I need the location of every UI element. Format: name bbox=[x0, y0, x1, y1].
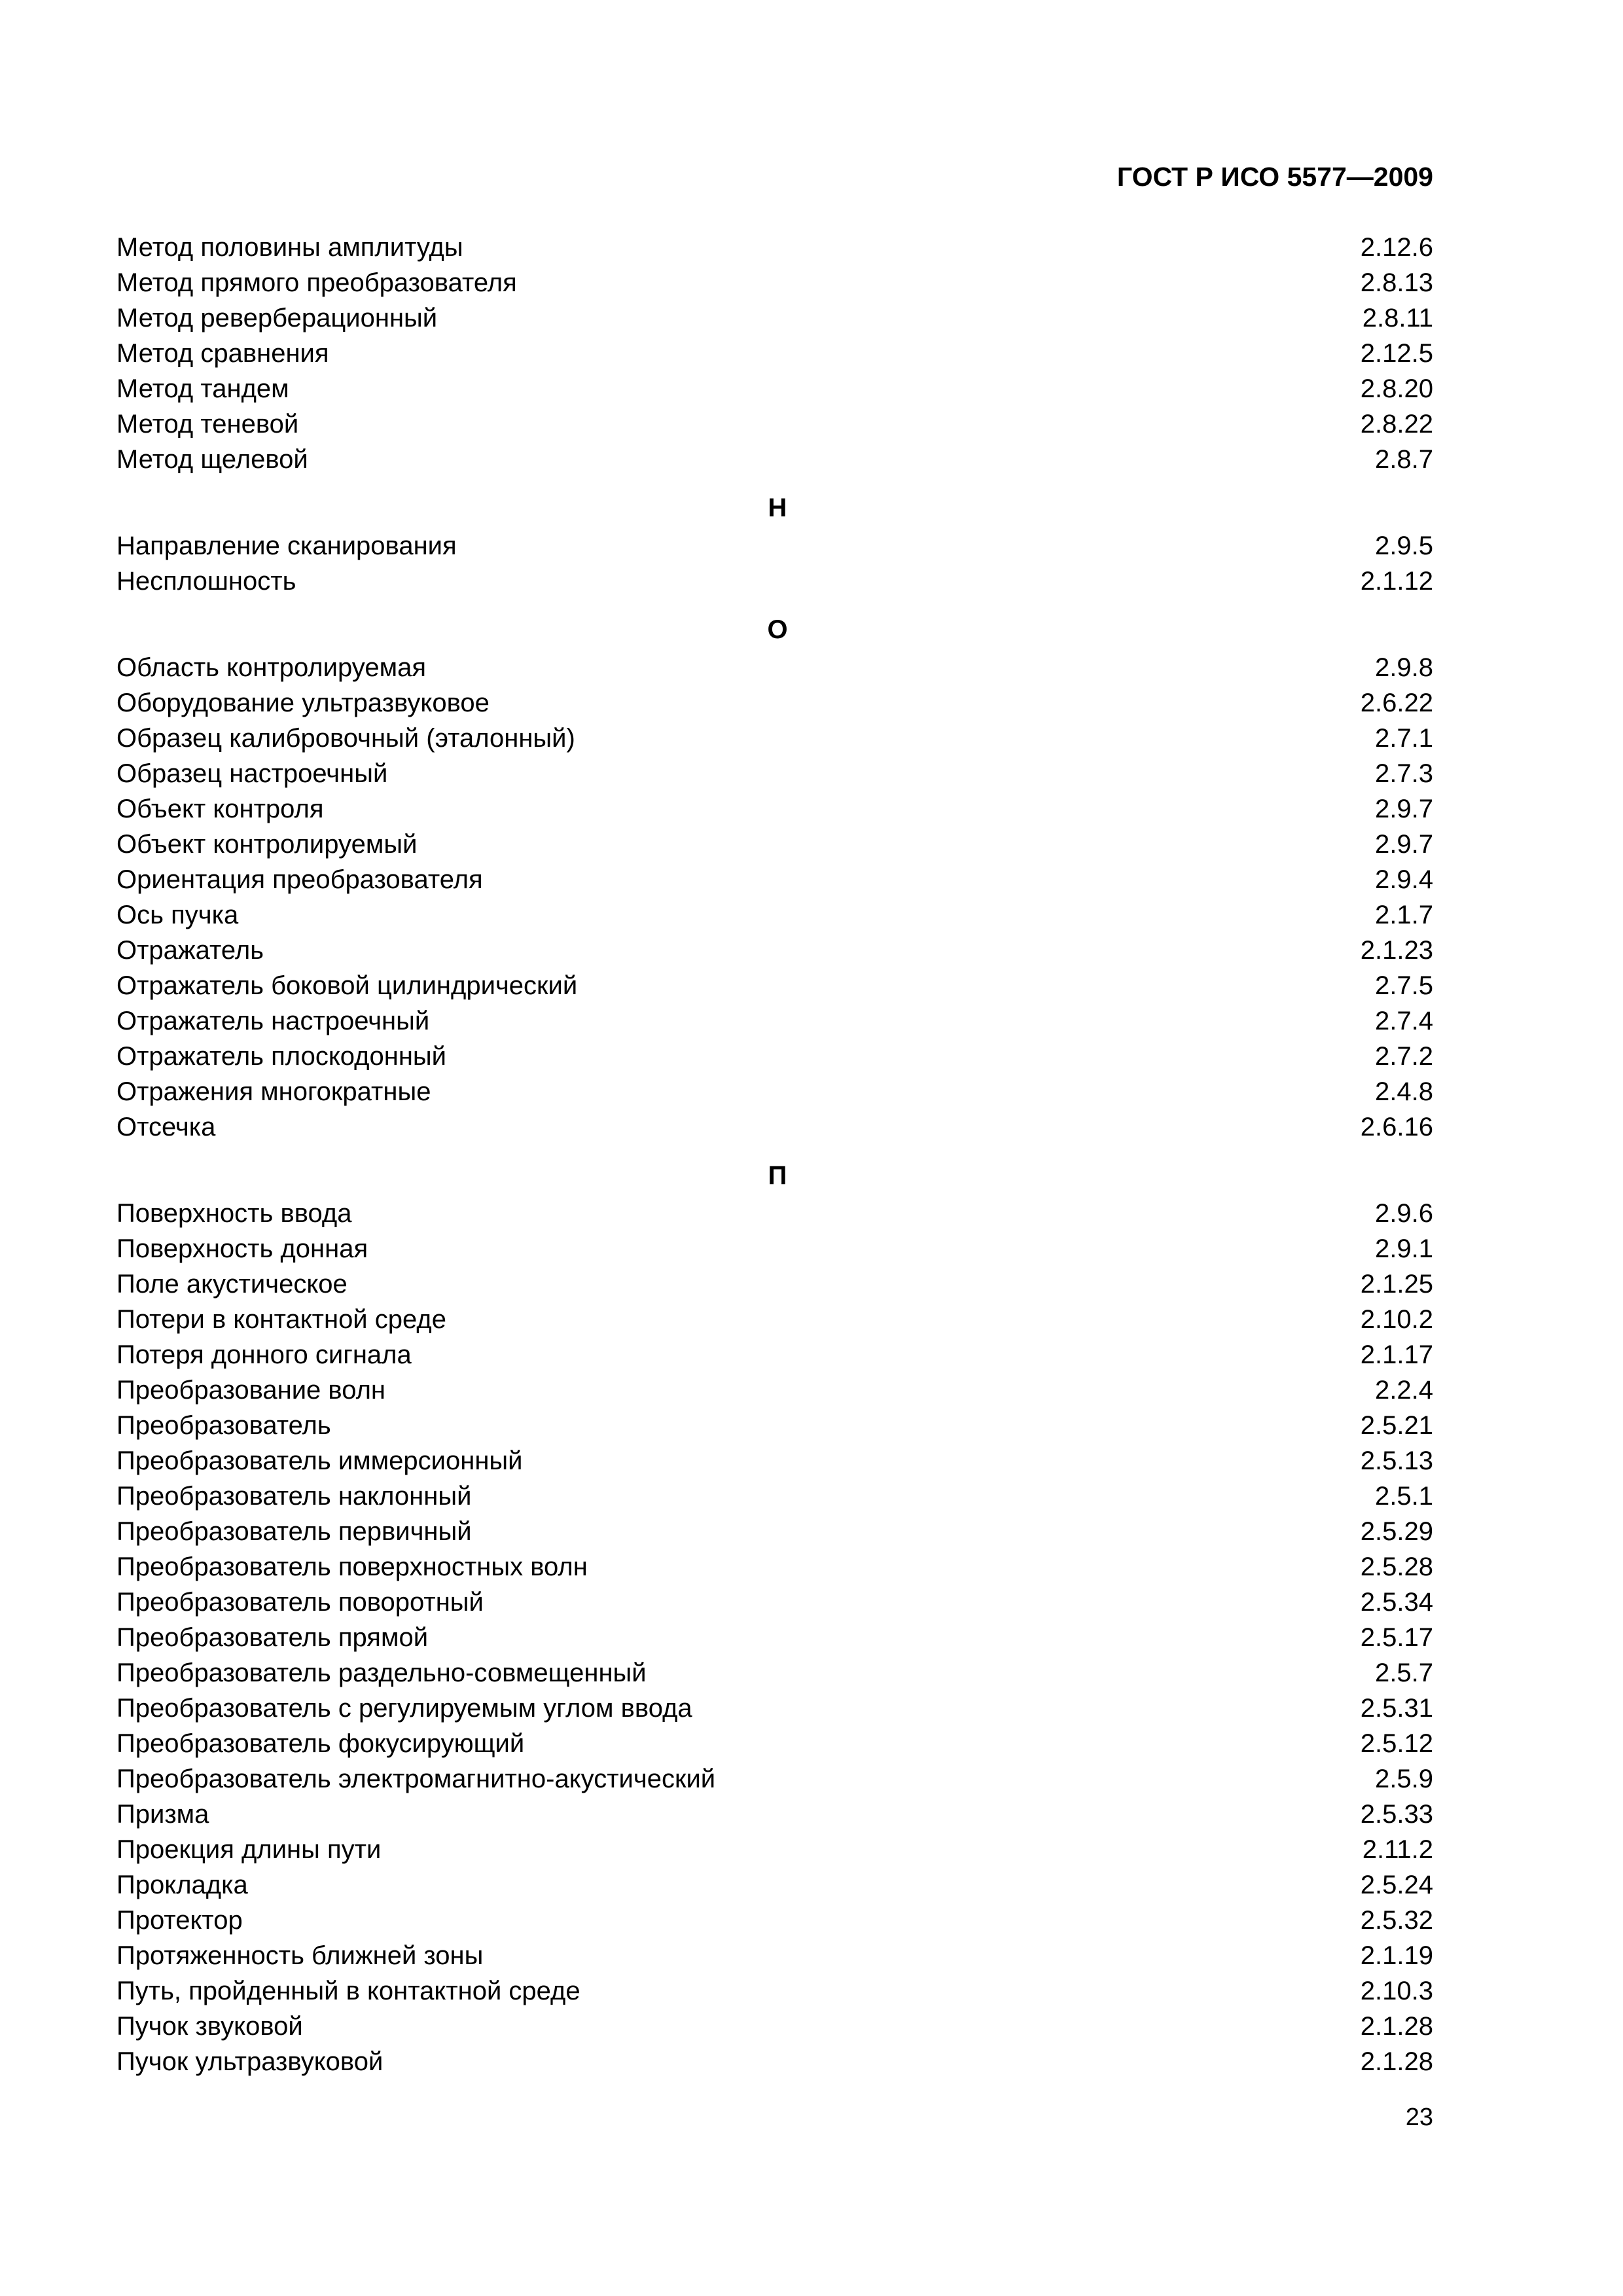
index-entry-row bbox=[116, 2009, 1433, 2044]
index-entry-row bbox=[116, 862, 1433, 897]
index-entry-row bbox=[116, 827, 1433, 862]
index-entry-row bbox=[116, 336, 1433, 371]
index-reference: 2.1.28 bbox=[1360, 2012, 1433, 2041]
index-entry-row bbox=[116, 1514, 1433, 1549]
index-entry-row bbox=[116, 1003, 1433, 1039]
index-entry-row bbox=[116, 1231, 1433, 1266]
index-reference: 2.5.9 bbox=[1375, 1765, 1433, 1793]
index-entry-row bbox=[116, 933, 1433, 968]
index-reference: 2.2.4 bbox=[1375, 1376, 1433, 1405]
index-entry-row bbox=[116, 1761, 1433, 1797]
index-term: Объект контролируемый bbox=[116, 830, 418, 859]
index-entry-row bbox=[116, 756, 1433, 791]
index-term: Область контролируемая bbox=[116, 653, 426, 682]
section-heading bbox=[116, 490, 1433, 526]
index-term: Проекция длины пути bbox=[116, 1835, 382, 1864]
index-term: Призма bbox=[116, 1800, 209, 1829]
index-term: Преобразователь фокусирующий bbox=[116, 1729, 525, 1758]
index-reference: 2.5.33 bbox=[1360, 1800, 1433, 1829]
index-entry-row bbox=[116, 1074, 1433, 1109]
index-term: Преобразователь электромагнитно-акустический bbox=[116, 1765, 716, 1793]
index-reference: 2.5.28 bbox=[1360, 1552, 1433, 1581]
index-term: Прокладка bbox=[116, 1871, 248, 1899]
index-entry-row bbox=[116, 791, 1433, 827]
index-term: Преобразователь иммерсионный bbox=[116, 1446, 523, 1475]
index-reference: 2.8.11 bbox=[1362, 304, 1433, 332]
index-term: Отражатель bbox=[116, 936, 264, 965]
index-reference: 2.7.5 bbox=[1375, 971, 1433, 1000]
index-reference: 2.5.31 bbox=[1360, 1694, 1433, 1723]
index-entry-row bbox=[116, 265, 1433, 300]
index-entry-row bbox=[116, 1302, 1433, 1337]
index-reference: 2.1.7 bbox=[1375, 901, 1433, 929]
index-term: Преобразователь поверхностных волн bbox=[116, 1552, 588, 1581]
document-header-title: ГОСТ Р ИСО 5577—2009 bbox=[1116, 162, 1433, 192]
index-entry-row bbox=[116, 1938, 1433, 1973]
index-reference: 2.9.6 bbox=[1375, 1199, 1433, 1228]
index-reference: 2.9.1 bbox=[1375, 1234, 1433, 1263]
index-entry-row bbox=[116, 1585, 1433, 1620]
index-reference: 2.9.7 bbox=[1375, 830, 1433, 859]
index-reference: 2.1.25 bbox=[1360, 1270, 1433, 1299]
index-entry-row bbox=[116, 1337, 1433, 1372]
index-term: Оборудование ультразвуковое bbox=[116, 689, 490, 717]
index-term: Ориентация преобразователя bbox=[116, 865, 483, 894]
index-term: Преобразователь bbox=[116, 1411, 331, 1440]
index-reference: 2.5.21 bbox=[1360, 1411, 1433, 1440]
index-reference: 2.7.1 bbox=[1375, 724, 1433, 753]
index-reference: 2.6.16 bbox=[1360, 1113, 1433, 1141]
index-term: Потеря донного сигнала bbox=[116, 1340, 412, 1369]
index-entry-row bbox=[116, 1372, 1433, 1408]
index-term: Преобразователь раздельно-совмещенный bbox=[116, 1659, 647, 1687]
index-term: Поверхность ввода bbox=[116, 1199, 352, 1228]
index-term: Отражатель настроечный bbox=[116, 1007, 430, 1035]
index-reference: 2.1.17 bbox=[1360, 1340, 1433, 1369]
index-entry-row bbox=[116, 650, 1433, 685]
index-term: Поле акустическое bbox=[116, 1270, 348, 1299]
index-entry-row bbox=[116, 1479, 1433, 1514]
index-entry-row bbox=[116, 1797, 1433, 1832]
index-term: Преобразователь прямой bbox=[116, 1623, 429, 1652]
index-entry-row bbox=[116, 564, 1433, 599]
index-entry-row bbox=[116, 300, 1433, 336]
index-reference: 2.9.4 bbox=[1375, 865, 1433, 894]
index-term: Образец калибровочный (эталонный) bbox=[116, 724, 575, 753]
section-heading bbox=[116, 612, 1433, 647]
index-entry-row bbox=[116, 1620, 1433, 1655]
index-reference: 2.5.32 bbox=[1360, 1906, 1433, 1935]
index-entry-row bbox=[116, 1443, 1433, 1479]
index-entry-row bbox=[116, 371, 1433, 406]
index-term: Направление сканирования bbox=[116, 531, 457, 560]
index-reference: 2.5.12 bbox=[1360, 1729, 1433, 1758]
index-term: Преобразователь первичный bbox=[116, 1517, 472, 1546]
index-term: Отражения многократные bbox=[116, 1077, 431, 1106]
index-reference: 2.11.2 bbox=[1362, 1835, 1433, 1864]
index-entry-row bbox=[116, 1655, 1433, 1691]
index-reference: 2.7.2 bbox=[1375, 1042, 1433, 1071]
index-reference: 2.12.6 bbox=[1360, 233, 1433, 262]
index-reference: 2.6.22 bbox=[1360, 689, 1433, 717]
index-entry-row bbox=[116, 1867, 1433, 1903]
index-reference: 2.8.7 bbox=[1375, 445, 1433, 474]
index-entry-row bbox=[116, 1266, 1433, 1302]
index-entry-row bbox=[116, 1691, 1433, 1726]
index-term: Метод половины амплитуды bbox=[116, 233, 463, 262]
index-term: Преобразование волн bbox=[116, 1376, 386, 1405]
index-term: Путь, пройденный в контактной среде bbox=[116, 1977, 580, 2005]
index-entry-row bbox=[116, 1832, 1433, 1867]
index-term: Метод тандем bbox=[116, 374, 289, 403]
index-reference: 2.5.13 bbox=[1360, 1446, 1433, 1475]
index-reference: 2.8.13 bbox=[1360, 268, 1433, 297]
index-entry-row bbox=[116, 721, 1433, 756]
index-reference: 2.9.7 bbox=[1375, 795, 1433, 823]
index-term: Метод щелевой bbox=[116, 445, 308, 474]
index-term: Пучок ультразвуковой bbox=[116, 2047, 383, 2076]
index-term: Отражатель боковой цилиндрический bbox=[116, 971, 578, 1000]
index-entry-row bbox=[116, 1726, 1433, 1761]
index-term: Метод прямого преобразователя bbox=[116, 268, 517, 297]
index-term: Образец настроечный bbox=[116, 759, 388, 788]
index-term: Отсечка bbox=[116, 1113, 216, 1141]
index-term: Преобразователь поворотный bbox=[116, 1588, 484, 1617]
index-reference: 2.5.29 bbox=[1360, 1517, 1433, 1546]
index-reference: 2.4.8 bbox=[1375, 1077, 1433, 1106]
index-reference: 2.5.34 bbox=[1360, 1588, 1433, 1617]
index-reference: 2.1.28 bbox=[1360, 2047, 1433, 2076]
index-entry-row bbox=[116, 685, 1433, 721]
index-entry-row bbox=[116, 442, 1433, 477]
index-entry-row bbox=[116, 406, 1433, 442]
index-reference: 2.9.5 bbox=[1375, 531, 1433, 560]
index-entry-row bbox=[116, 528, 1433, 564]
index-reference: 2.12.5 bbox=[1360, 339, 1433, 368]
index-entry-row bbox=[116, 1903, 1433, 1938]
index-entry-row bbox=[116, 968, 1433, 1003]
index-entry-row bbox=[116, 230, 1433, 265]
index-term: Отражатель плоскодонный bbox=[116, 1042, 447, 1071]
index-term: Поверхность донная bbox=[116, 1234, 368, 1263]
index-term: Протяженность ближней зоны bbox=[116, 1941, 484, 1970]
index-reference: 2.7.4 bbox=[1375, 1007, 1433, 1035]
index-entry-row bbox=[116, 1973, 1433, 2009]
index-reference: 2.10.2 bbox=[1360, 1305, 1433, 1334]
index-entry-row bbox=[116, 1196, 1433, 1231]
index-entry-row bbox=[116, 1408, 1433, 1443]
index-reference: 2.10.3 bbox=[1360, 1977, 1433, 2005]
index-reference: 2.1.12 bbox=[1360, 567, 1433, 596]
term-index bbox=[116, 230, 1433, 2079]
index-entry-row bbox=[116, 2044, 1433, 2079]
index-reference: 2.9.8 bbox=[1375, 653, 1433, 682]
index-reference: 2.1.19 bbox=[1360, 1941, 1433, 1970]
index-term: Пучок звуковой bbox=[116, 2012, 303, 2041]
index-term: Преобразователь наклонный bbox=[116, 1482, 472, 1511]
index-reference: 2.8.20 bbox=[1360, 374, 1433, 403]
index-term: Объект контроля bbox=[116, 795, 324, 823]
index-reference: 2.5.24 bbox=[1360, 1871, 1433, 1899]
index-term: Метод сравнения bbox=[116, 339, 329, 368]
page-number: 23 bbox=[1405, 2104, 1433, 2131]
index-reference: 2.7.3 bbox=[1375, 759, 1433, 788]
index-term: Протектор bbox=[116, 1906, 243, 1935]
index-reference: 2.1.23 bbox=[1360, 936, 1433, 965]
index-term: Метод теневой bbox=[116, 410, 299, 439]
index-entry-row bbox=[116, 1109, 1433, 1145]
index-term: Ось пучка bbox=[116, 901, 239, 929]
section-letter: Н bbox=[768, 493, 787, 522]
section-heading bbox=[116, 1158, 1433, 1193]
index-entry-row bbox=[116, 897, 1433, 933]
index-term: Метод реверберационный bbox=[116, 304, 438, 332]
index-reference: 2.5.7 bbox=[1375, 1659, 1433, 1687]
index-reference: 2.5.1 bbox=[1375, 1482, 1433, 1511]
index-term: Потери в контактной среде bbox=[116, 1305, 446, 1334]
index-term: Преобразователь с регулируемым углом ввода bbox=[116, 1694, 692, 1723]
index-entry-row bbox=[116, 1039, 1433, 1074]
index-reference: 2.8.22 bbox=[1360, 410, 1433, 439]
index-entry-row bbox=[116, 1549, 1433, 1585]
section-letter: О bbox=[767, 615, 788, 644]
section-letter: П bbox=[768, 1161, 787, 1190]
index-reference: 2.5.17 bbox=[1360, 1623, 1433, 1652]
index-term: Несплошность bbox=[116, 567, 296, 596]
